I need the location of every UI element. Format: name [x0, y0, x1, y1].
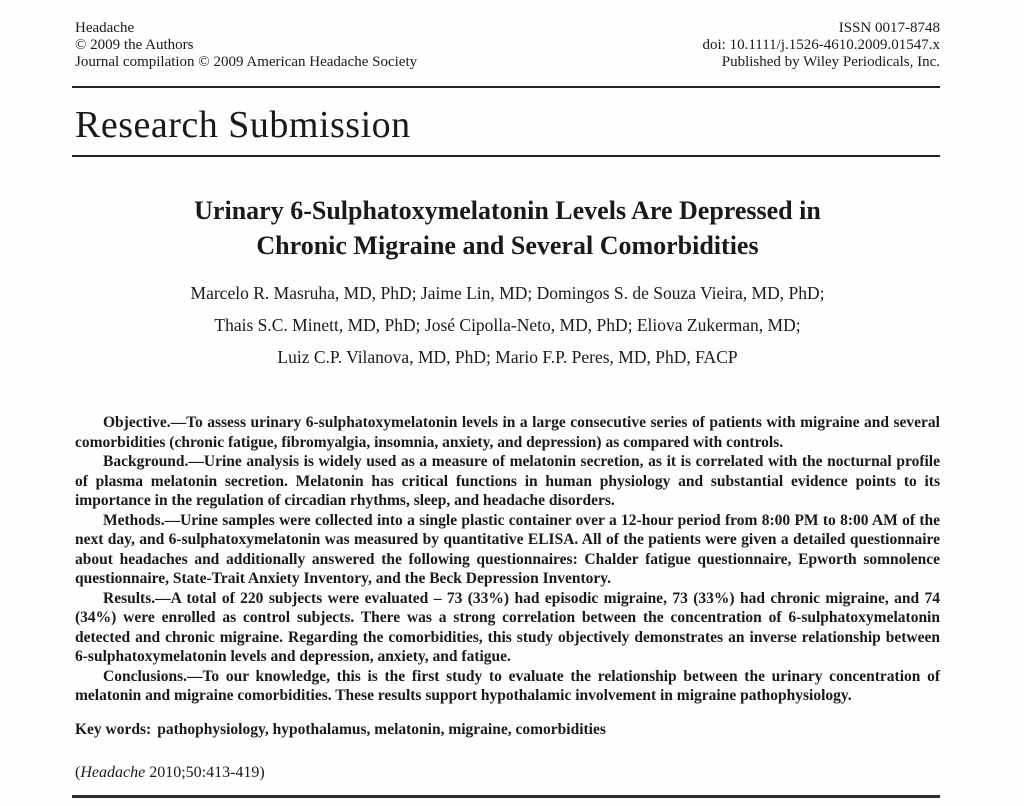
author-line: Marcelo R. Masruha, MD, PhD; Jaime Lin, MD; Domingos S. de Souza Vieira, MD, PhD;	[190, 283, 825, 303]
author-line: Thais S.C. Minett, MD, PhD; José Cipolla-Neto, MD, PhD; Eliova Zukerman, MD;	[214, 315, 801, 335]
keywords-label: Key words:	[75, 720, 152, 738]
compilation-line: Journal compilation © 2009 American Headache Society	[75, 54, 418, 70]
header-divider-rule	[72, 86, 940, 88]
journal-header-right	[703, 20, 941, 71]
keywords-line	[75, 721, 940, 739]
abstract-paragraph-background: Background.—Urine analysis is widely used as a measure of melatonin secretion, as it is correlated with the nocturnal profile of plasma melatonin secretion. Melatonin has critical functions in human physiology and substantial evidence points to its importance in the regulation of circadian rhythms, sleep, and headache disorders.	[75, 453, 940, 509]
citation-journal-name: Headache	[80, 763, 146, 781]
author-line: Luiz C.P. Vilanova, MD, PhD; Mario F.P. Peres, MD, PhD, FACP	[277, 347, 738, 367]
article-title-line: Urinary 6-Sulphatoxymelatonin Levels Are Depressed in	[194, 196, 821, 225]
publisher-line: Published by Wiley Periodicals, Inc.	[721, 54, 940, 70]
abstract-paragraph-methods: Methods.—Urine samples were collected into a single plastic container over a 12-hour period from 8:00 PM to 8:00 AM of the next day, and 6-sulphatoxymelatonin was measured by quantitative ELISA. All of the patients were given a detailed questionnaire about headaches and additionally answered the following questionnaires: Chalder fatigue questionnaire, Epworth somnolence questionnaire, State-Trait Anxiety Inventory, and the Beck Depression Inventory.	[75, 511, 940, 587]
abstract-paragraph-results: Results.—A total of 220 subjects were evaluated – 73 (33%) had episodic migraine, 73 (33%) had chronic migraine, and 74 (34%) were enrolled as control subjects. There was a strong correlation between the concentration of 6-sulphatoxymelatonin detected and chronic migraine. Regarding the comorbidities, this study objectively demonstrates an inverse relationship between 6-sulphatoxymelatonin levels and depression, anxiety, and fatigue.	[75, 589, 940, 665]
citation-open-paren: (	[75, 763, 81, 781]
abstract-paragraph-objective: Objective.—To assess urinary 6-sulphatoxymelatonin levels in a large consecutive series of patients with migraine and several comorbidities (chronic fatigue, fibromyalgia, insomnia, anxiety, and depression) as compared with controls.	[75, 414, 940, 451]
author-list	[75, 277, 940, 373]
journal-header-left	[75, 20, 417, 71]
copyright-line: © 2009 the Authors	[75, 37, 194, 53]
abstract-paragraph-conclusions: Conclusions.—To our knowledge, this is the first study to evaluate the relationship between the urinary concentration of melatonin and migraine comorbidities. These results support hypothalamic involvement in migraine pathophysiology.	[75, 667, 940, 704]
doi-line: doi: 10.1111/j.1526-4610.2009.01547.x	[702, 37, 940, 53]
issn-line: ISSN 0017-8748	[838, 20, 940, 36]
journal-header	[75, 20, 940, 71]
keywords-text: pathophysiology, hypothalamus, melatonin, migraine, comorbidities	[157, 720, 606, 738]
section-divider-rule	[72, 155, 940, 157]
abstract	[75, 413, 940, 706]
article-title-line: Chronic Migraine and Several Comorbidities	[256, 231, 759, 260]
journal-name: Headache	[75, 20, 135, 36]
footer-rule	[72, 795, 940, 798]
article-title	[75, 193, 940, 263]
citation-volume-pages: 2010;50:413-419)	[145, 763, 265, 781]
section-heading: Research Submission	[75, 104, 411, 146]
citation-line	[75, 764, 940, 782]
